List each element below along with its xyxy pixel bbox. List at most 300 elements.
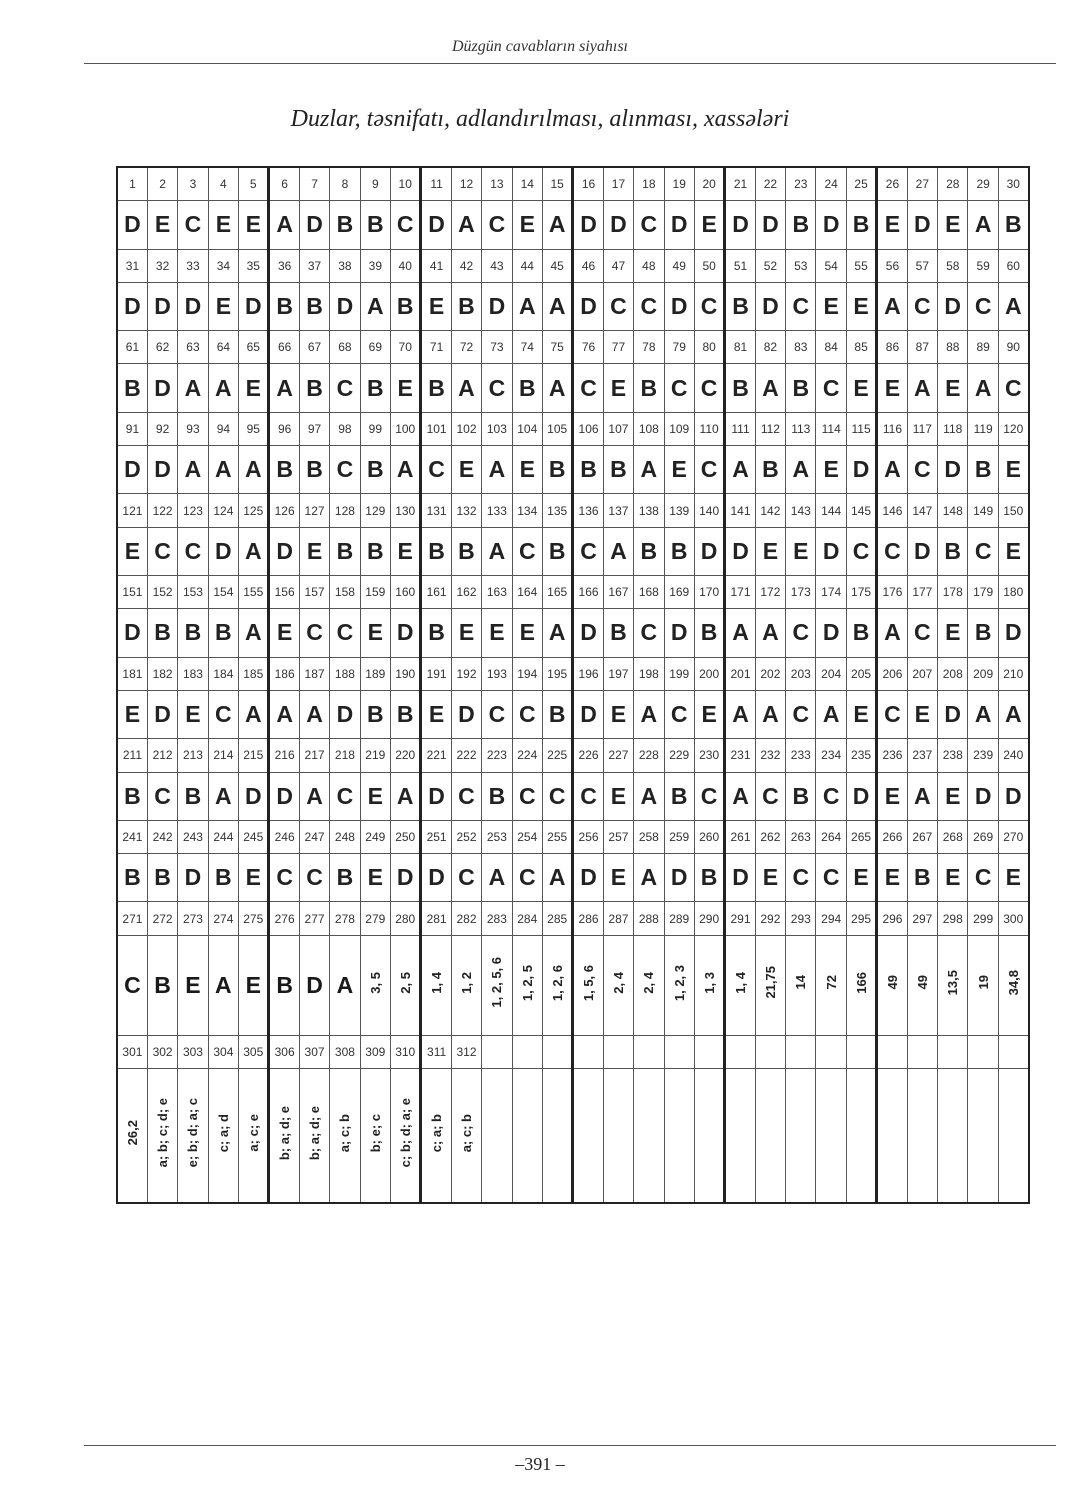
- question-number: 250: [391, 820, 421, 853]
- question-number: 244: [208, 820, 238, 853]
- question-number: 201: [725, 657, 755, 690]
- answer-cell: B: [786, 772, 816, 820]
- answer-value: c; b; d; a; e: [397, 1098, 413, 1168]
- question-number: 199: [664, 657, 694, 690]
- question-number: 130: [391, 494, 421, 527]
- question-number-row: [117, 902, 1029, 935]
- question-number: 233: [786, 739, 816, 772]
- question-number: 33: [178, 249, 208, 282]
- question-number: 118: [938, 412, 968, 445]
- question-number: 34: [208, 249, 238, 282]
- answer-value: 1, 2, 6: [549, 964, 565, 1001]
- answer-cell: B: [360, 446, 390, 494]
- question-number: 304: [208, 1035, 238, 1068]
- question-number: 214: [208, 739, 238, 772]
- question-number: 266: [877, 820, 907, 853]
- answer-cell: B: [542, 527, 572, 575]
- answer-cell: B: [694, 609, 724, 657]
- question-number: [938, 1035, 968, 1068]
- question-number: 168: [634, 576, 664, 609]
- question-number-row: [117, 739, 1029, 772]
- answer-row: [117, 609, 1029, 657]
- answer-value: a; c; b: [337, 1113, 353, 1153]
- answer-cell: D: [725, 854, 755, 902]
- question-number: 202: [755, 657, 785, 690]
- question-number: 229: [664, 739, 694, 772]
- question-number: 175: [846, 576, 876, 609]
- answer-cell: D: [694, 527, 724, 575]
- question-number: 190: [391, 657, 421, 690]
- answer-cell: E: [877, 772, 907, 820]
- empty-answer-cell: [694, 1068, 724, 1203]
- answer-value: a; c; b: [458, 1113, 474, 1153]
- answer-cell: C: [482, 201, 512, 249]
- question-number: 257: [603, 820, 633, 853]
- answer-cell: C: [482, 690, 512, 738]
- question-number: 104: [512, 412, 542, 445]
- question-number: 46: [573, 249, 603, 282]
- question-number: 78: [634, 331, 664, 364]
- answer-cell: B: [117, 772, 147, 820]
- question-number: 93: [178, 412, 208, 445]
- answer-cell: D: [603, 201, 633, 249]
- question-number: 137: [603, 494, 633, 527]
- question-number: [482, 1035, 512, 1068]
- question-number: 16: [573, 167, 603, 201]
- question-number: 274: [208, 902, 238, 935]
- answer-cell: E: [421, 282, 451, 330]
- answer-cell: [482, 935, 512, 1035]
- answer-cell: [786, 935, 816, 1035]
- answer-cell: B: [330, 854, 360, 902]
- answer-cell: C: [512, 854, 542, 902]
- answer-cell: [421, 1068, 451, 1203]
- answer-cell: A: [968, 364, 998, 412]
- question-number: 158: [330, 576, 360, 609]
- answer-cell: [968, 935, 998, 1035]
- question-number: 307: [299, 1035, 329, 1068]
- answer-cell: D: [178, 282, 208, 330]
- answer-cell: C: [877, 527, 907, 575]
- question-number: 19: [664, 167, 694, 201]
- empty-answer-cell: [786, 1068, 816, 1203]
- answer-cell: C: [786, 282, 816, 330]
- question-number: 108: [634, 412, 664, 445]
- answer-cell: B: [542, 690, 572, 738]
- answer-cell: D: [117, 282, 147, 330]
- answer-cell: C: [208, 690, 238, 738]
- question-number: 69: [360, 331, 390, 364]
- answer-value: a; b; c; d; e: [155, 1098, 171, 1168]
- answer-cell: A: [269, 364, 299, 412]
- question-number: 298: [938, 902, 968, 935]
- empty-answer-cell: [573, 1068, 603, 1203]
- answer-cell: D: [208, 527, 238, 575]
- question-number: 151: [117, 576, 147, 609]
- question-number: 205: [846, 657, 876, 690]
- answer-cell: C: [877, 690, 907, 738]
- question-number: 45: [542, 249, 572, 282]
- answer-cell: E: [816, 282, 846, 330]
- answer-value: 49: [884, 975, 900, 990]
- question-number: 204: [816, 657, 846, 690]
- question-number: 167: [603, 576, 633, 609]
- answer-cell: C: [968, 527, 998, 575]
- question-number: 309: [360, 1035, 390, 1068]
- question-number: 74: [512, 331, 542, 364]
- question-number: 267: [907, 820, 937, 853]
- answer-cell: B: [147, 609, 177, 657]
- question-number: 256: [573, 820, 603, 853]
- answer-cell: A: [877, 609, 907, 657]
- answer-cell: A: [634, 446, 664, 494]
- question-number: 103: [482, 412, 512, 445]
- question-number: 170: [694, 576, 724, 609]
- answer-cell: D: [421, 201, 451, 249]
- answer-cell: C: [147, 527, 177, 575]
- question-number: 189: [360, 657, 390, 690]
- question-number: 209: [968, 657, 998, 690]
- question-number: 186: [269, 657, 299, 690]
- question-number: 293: [786, 902, 816, 935]
- question-number: 125: [239, 494, 269, 527]
- answer-cell: E: [877, 364, 907, 412]
- question-number: 106: [573, 412, 603, 445]
- answer-cell: E: [938, 854, 968, 902]
- question-number: 241: [117, 820, 147, 853]
- answer-cell: A: [542, 364, 572, 412]
- answer-cell: C: [451, 772, 481, 820]
- question-number: 64: [208, 331, 238, 364]
- answer-cell: A: [634, 854, 664, 902]
- question-number: 258: [634, 820, 664, 853]
- question-number: 261: [725, 820, 755, 853]
- answer-cell: A: [178, 364, 208, 412]
- question-number: 88: [938, 331, 968, 364]
- answer-cell: D: [147, 690, 177, 738]
- answer-cell: A: [907, 364, 937, 412]
- question-number: 253: [482, 820, 512, 853]
- question-number: 294: [816, 902, 846, 935]
- question-number: 255: [542, 820, 572, 853]
- question-number: 226: [573, 739, 603, 772]
- question-number: 262: [755, 820, 785, 853]
- answer-cell: A: [391, 772, 421, 820]
- question-number: 152: [147, 576, 177, 609]
- question-number: 86: [877, 331, 907, 364]
- question-number: [907, 1035, 937, 1068]
- answer-cell: D: [178, 854, 208, 902]
- answer-cell: A: [755, 690, 785, 738]
- question-number: [542, 1035, 572, 1068]
- question-number: 192: [451, 657, 481, 690]
- answer-row: [117, 690, 1029, 738]
- question-number: 215: [239, 739, 269, 772]
- answer-cell: B: [208, 609, 238, 657]
- question-number: 2: [147, 167, 177, 201]
- answer-cell: C: [846, 527, 876, 575]
- answer-value: 19: [975, 975, 991, 990]
- question-number: [725, 1035, 755, 1068]
- answer-cell: B: [360, 527, 390, 575]
- question-number: [755, 1035, 785, 1068]
- answer-cell: [512, 935, 542, 1035]
- answer-cell: E: [846, 854, 876, 902]
- answer-cell: A: [725, 690, 755, 738]
- question-number: 177: [907, 576, 937, 609]
- answer-cell: B: [938, 527, 968, 575]
- question-number: 21: [725, 167, 755, 201]
- answer-cell: C: [542, 772, 572, 820]
- question-number: 249: [360, 820, 390, 853]
- answer-cell: C: [907, 446, 937, 494]
- question-number: 76: [573, 331, 603, 364]
- question-number: 111: [725, 412, 755, 445]
- question-number-row: [117, 657, 1029, 690]
- question-number: 129: [360, 494, 390, 527]
- answer-cell: C: [512, 772, 542, 820]
- answer-cell: D: [664, 854, 694, 902]
- question-number: 109: [664, 412, 694, 445]
- question-number: 259: [664, 820, 694, 853]
- answer-cell: B: [451, 527, 481, 575]
- question-number: 217: [299, 739, 329, 772]
- header-rule: [84, 63, 1056, 64]
- question-number: 185: [239, 657, 269, 690]
- question-number: 252: [451, 820, 481, 853]
- answer-cell: E: [694, 201, 724, 249]
- question-number: 153: [178, 576, 208, 609]
- answer-cell: E: [846, 282, 876, 330]
- answer-cell: [360, 935, 390, 1035]
- question-number: 84: [816, 331, 846, 364]
- answer-cell: B: [330, 201, 360, 249]
- question-number-row: [117, 167, 1029, 201]
- question-number: 230: [694, 739, 724, 772]
- answer-cell: C: [451, 854, 481, 902]
- answer-value: 166: [853, 971, 869, 994]
- answer-cell: A: [391, 446, 421, 494]
- question-number: 138: [634, 494, 664, 527]
- answer-value: 21,75: [762, 966, 778, 999]
- question-number: 23: [786, 167, 816, 201]
- answer-cell: D: [755, 201, 785, 249]
- answer-value: 49: [914, 975, 930, 990]
- question-number: 296: [877, 902, 907, 935]
- answer-cell: D: [117, 446, 147, 494]
- answer-cell: A: [482, 527, 512, 575]
- question-number: 38: [330, 249, 360, 282]
- question-number: 126: [269, 494, 299, 527]
- answer-cell: E: [846, 364, 876, 412]
- answer-cell: A: [269, 690, 299, 738]
- question-number: 301: [117, 1035, 147, 1068]
- answer-cell: E: [512, 201, 542, 249]
- answer-cell: D: [239, 282, 269, 330]
- question-number: 47: [603, 249, 633, 282]
- question-number: 311: [421, 1035, 451, 1068]
- question-number: 291: [725, 902, 755, 935]
- answer-cell: E: [938, 201, 968, 249]
- question-number: 36: [269, 249, 299, 282]
- question-number: 53: [786, 249, 816, 282]
- question-number: 27: [907, 167, 937, 201]
- question-number: 161: [421, 576, 451, 609]
- question-number: 83: [786, 331, 816, 364]
- question-number: 41: [421, 249, 451, 282]
- answer-cell: B: [634, 364, 664, 412]
- answer-cell: D: [938, 282, 968, 330]
- question-number: 263: [786, 820, 816, 853]
- question-number: 171: [725, 576, 755, 609]
- answer-cell: A: [603, 527, 633, 575]
- question-number: 290: [694, 902, 724, 935]
- empty-answer-cell: [938, 1068, 968, 1203]
- question-number: 289: [664, 902, 694, 935]
- answer-cell: C: [330, 446, 360, 494]
- question-number: 1: [117, 167, 147, 201]
- answer-cell: E: [239, 364, 269, 412]
- question-number: 89: [968, 331, 998, 364]
- answer-cell: E: [603, 364, 633, 412]
- question-number: 42: [451, 249, 481, 282]
- answer-cell: D: [239, 772, 269, 820]
- question-number: [998, 1035, 1028, 1068]
- question-number: 195: [542, 657, 572, 690]
- question-number: 148: [938, 494, 968, 527]
- answer-cell: E: [877, 201, 907, 249]
- answer-row: [117, 854, 1029, 902]
- question-number: 97: [299, 412, 329, 445]
- question-number: 246: [269, 820, 299, 853]
- question-number: 31: [117, 249, 147, 282]
- question-number: 37: [299, 249, 329, 282]
- question-number: 154: [208, 576, 238, 609]
- answer-cell: A: [542, 201, 572, 249]
- question-number: 264: [816, 820, 846, 853]
- question-number: 122: [147, 494, 177, 527]
- answer-cell: D: [421, 854, 451, 902]
- question-number: 207: [907, 657, 937, 690]
- question-number: 26: [877, 167, 907, 201]
- answer-cell: B: [755, 446, 785, 494]
- answer-cell: C: [330, 609, 360, 657]
- answer-row: [117, 527, 1029, 575]
- question-number: [816, 1035, 846, 1068]
- question-number: 203: [786, 657, 816, 690]
- answer-cell: A: [330, 935, 360, 1035]
- answer-cell: E: [938, 609, 968, 657]
- answer-cell: E: [664, 446, 694, 494]
- answer-cell: C: [664, 364, 694, 412]
- answer-cell: [938, 935, 968, 1035]
- question-number: 62: [147, 331, 177, 364]
- question-number: 242: [147, 820, 177, 853]
- question-number: 112: [755, 412, 785, 445]
- answer-cell: D: [816, 527, 846, 575]
- answer-cell: B: [269, 935, 299, 1035]
- answer-value: b; a; d; e: [277, 1105, 293, 1160]
- answer-cell: D: [664, 282, 694, 330]
- question-number: 98: [330, 412, 360, 445]
- answer-cell: A: [208, 935, 238, 1035]
- answer-cell: C: [694, 282, 724, 330]
- answer-cell: C: [178, 527, 208, 575]
- answer-cell: E: [998, 446, 1028, 494]
- answer-cell: B: [786, 364, 816, 412]
- answer-value: 2, 4: [610, 971, 626, 994]
- question-number: 20: [694, 167, 724, 201]
- answer-cell: E: [603, 690, 633, 738]
- answer-cell: B: [269, 282, 299, 330]
- answer-cell: E: [816, 446, 846, 494]
- answer-cell: B: [846, 201, 876, 249]
- answer-cell: D: [573, 690, 603, 738]
- answer-cell: E: [269, 609, 299, 657]
- question-number: 113: [786, 412, 816, 445]
- question-number: 213: [178, 739, 208, 772]
- answer-cell: [391, 935, 421, 1035]
- answer-cell: D: [269, 772, 299, 820]
- question-number: 182: [147, 657, 177, 690]
- question-number: 120: [998, 412, 1028, 445]
- question-number: 172: [755, 576, 785, 609]
- question-number: 144: [816, 494, 846, 527]
- question-number-row: [117, 249, 1029, 282]
- answer-cell: A: [755, 364, 785, 412]
- answer-cell: B: [360, 201, 390, 249]
- answer-cell: D: [330, 282, 360, 330]
- answer-cell: E: [239, 854, 269, 902]
- question-number: 136: [573, 494, 603, 527]
- answer-cell: C: [968, 854, 998, 902]
- answer-cell: E: [391, 364, 421, 412]
- answer-cell: A: [725, 446, 755, 494]
- question-number: 243: [178, 820, 208, 853]
- question-number: 271: [117, 902, 147, 935]
- answer-cell: E: [755, 527, 785, 575]
- question-number: 173: [786, 576, 816, 609]
- question-number: 227: [603, 739, 633, 772]
- answer-cell: D: [816, 201, 846, 249]
- answer-cell: B: [178, 609, 208, 657]
- answer-cell: [664, 935, 694, 1035]
- answer-cell: A: [816, 690, 846, 738]
- question-number: 265: [846, 820, 876, 853]
- answer-cell: [269, 1068, 299, 1203]
- answer-cell: A: [482, 854, 512, 902]
- answer-value: 1, 2, 5, 6: [489, 957, 505, 1008]
- answer-cell: A: [907, 772, 937, 820]
- question-number: 198: [634, 657, 664, 690]
- question-number: 87: [907, 331, 937, 364]
- question-number: 117: [907, 412, 937, 445]
- question-number: 39: [360, 249, 390, 282]
- question-number: 115: [846, 412, 876, 445]
- answer-cell: E: [451, 446, 481, 494]
- answer-cell: A: [786, 446, 816, 494]
- question-number: 303: [178, 1035, 208, 1068]
- question-number: 101: [421, 412, 451, 445]
- answer-cell: A: [239, 609, 269, 657]
- question-number: 48: [634, 249, 664, 282]
- question-number: 143: [786, 494, 816, 527]
- answer-value: 13,5: [945, 969, 961, 996]
- answer-cell: D: [907, 201, 937, 249]
- answer-cell: E: [360, 772, 390, 820]
- answer-cell: E: [178, 690, 208, 738]
- answer-cell: [330, 1068, 360, 1203]
